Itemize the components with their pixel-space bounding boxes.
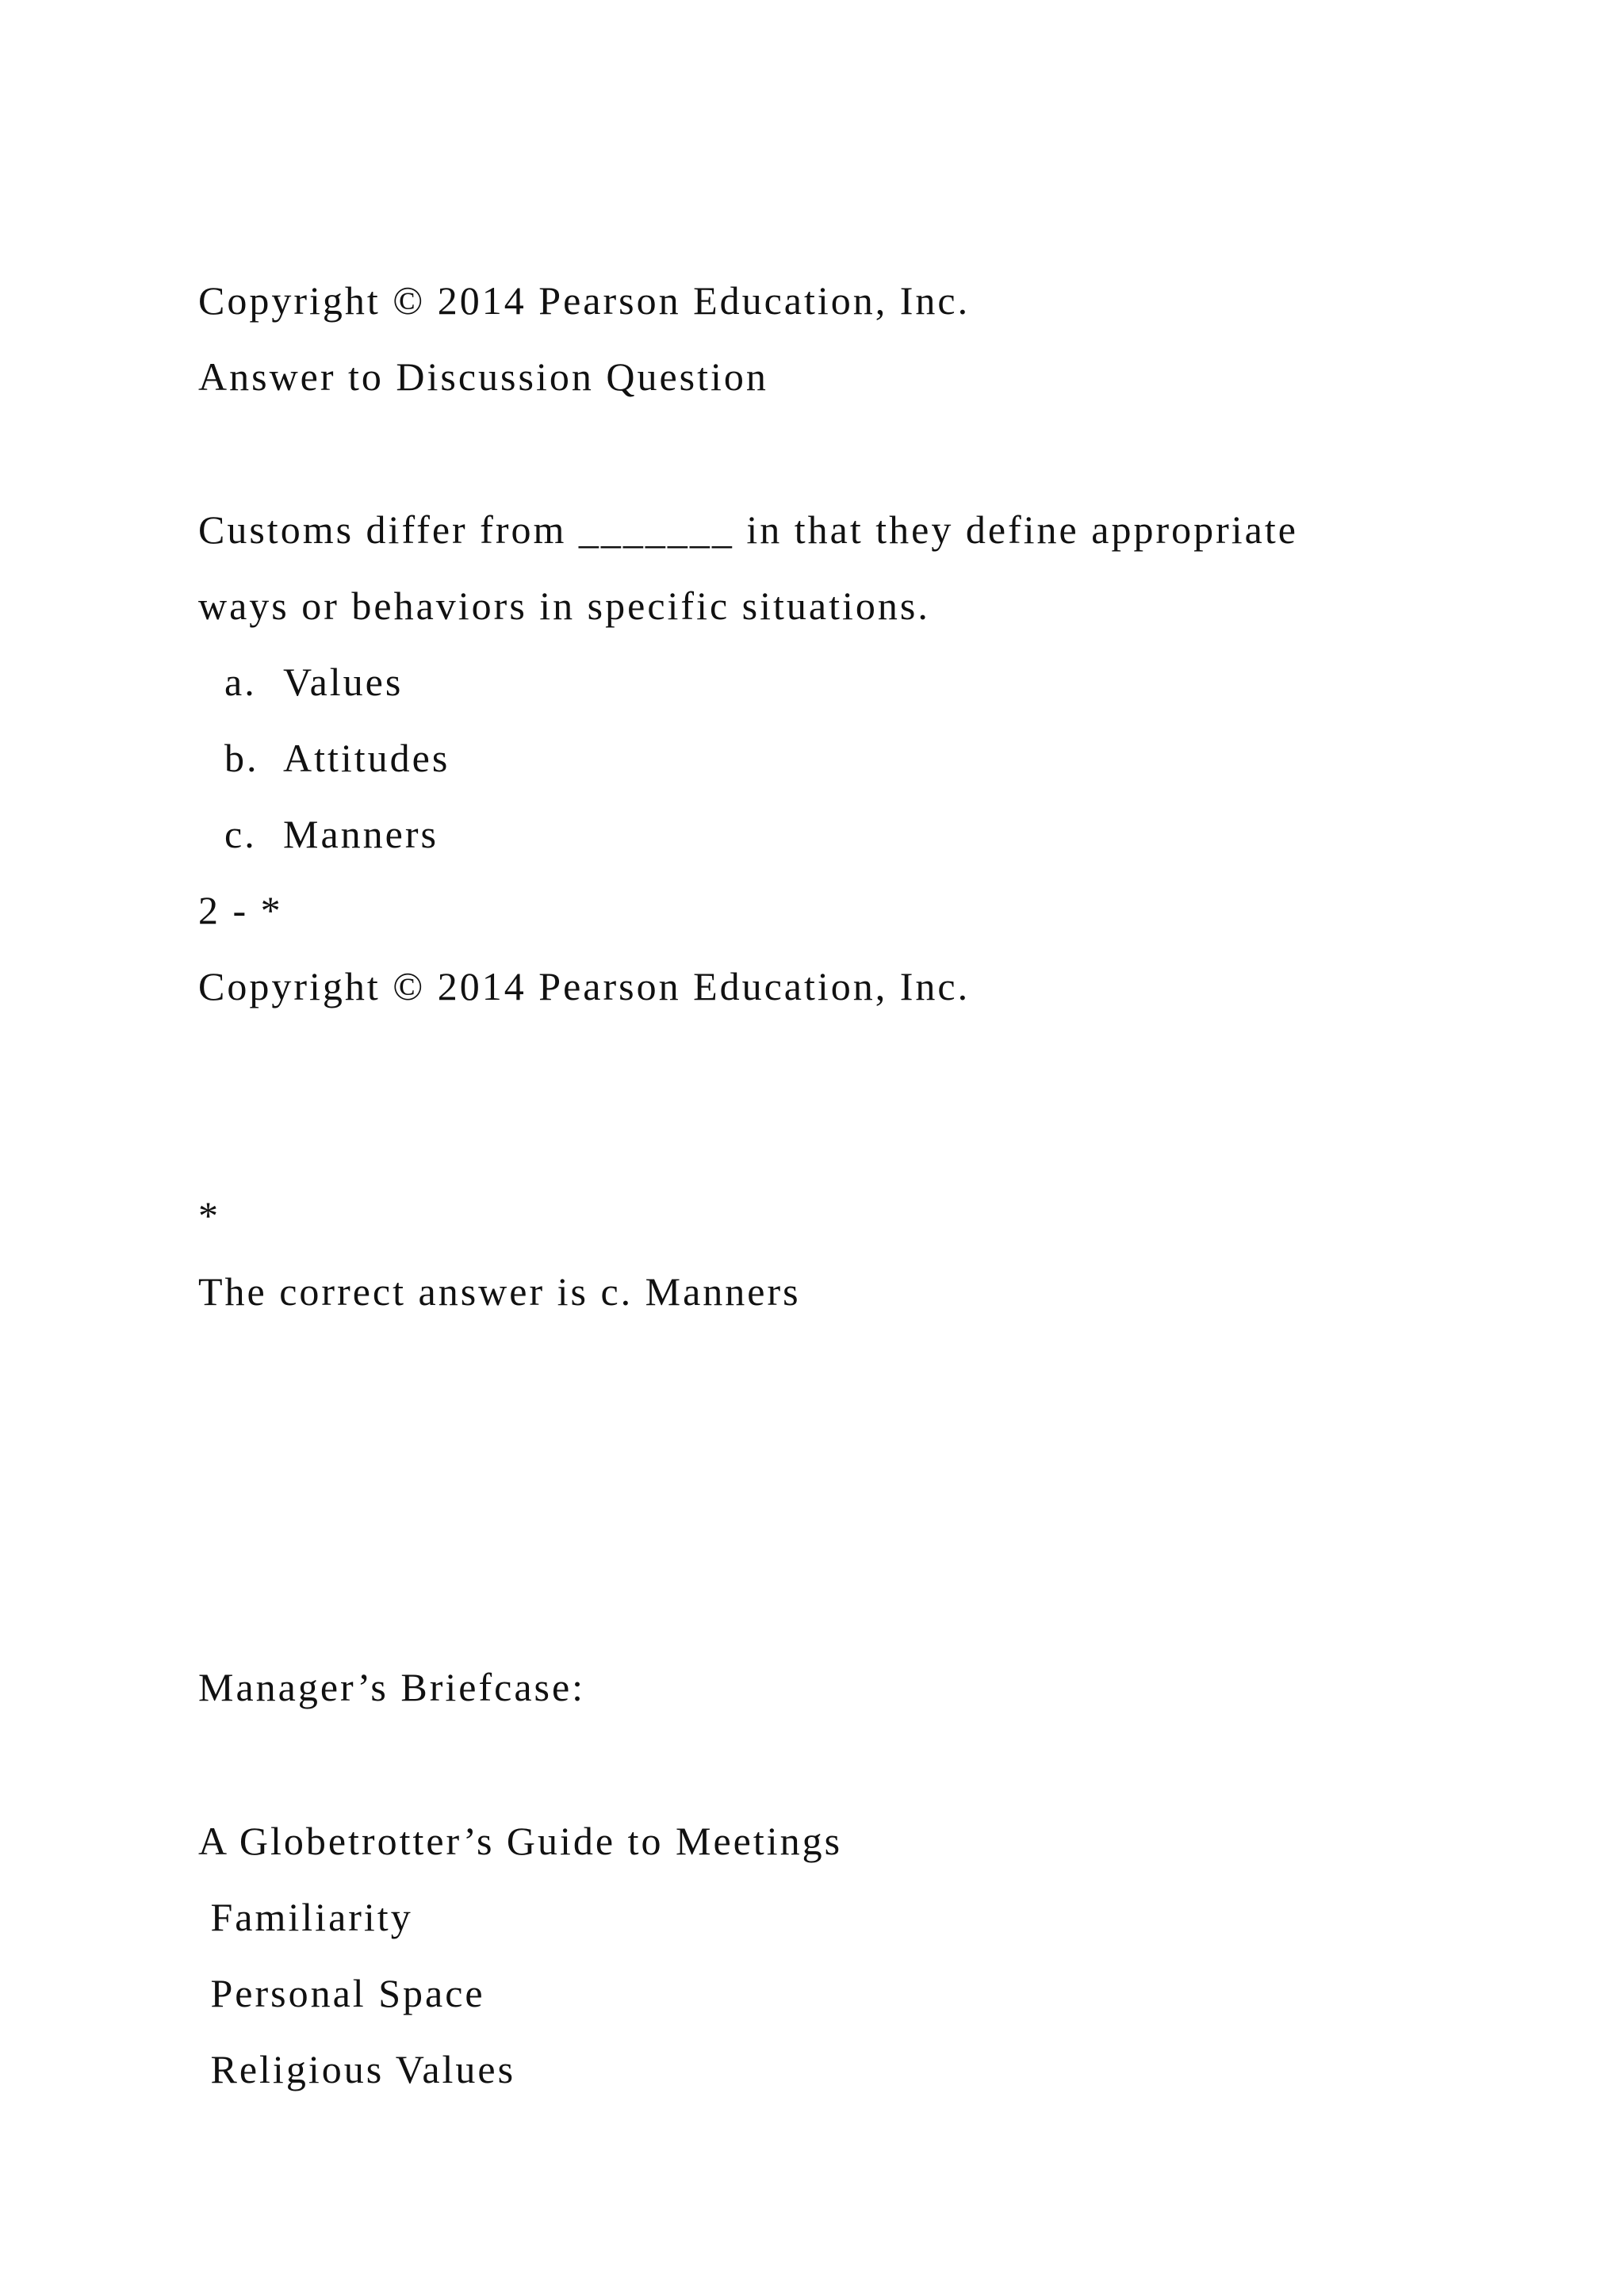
slide-title: Answer to Discussion Question bbox=[198, 354, 768, 399]
question-line-2: ways or behaviors in specific situations. bbox=[198, 584, 930, 628]
option-text: Manners bbox=[283, 812, 439, 856]
question-line-1: Customs differ from _______ in that they define appropriate bbox=[198, 507, 1298, 552]
copyright-footer: Copyright © 2014 Pearson Education, Inc. bbox=[198, 964, 971, 1008]
option-a bbox=[224, 658, 403, 706]
briefcase-item-personal-space: Personal Space bbox=[198, 1971, 485, 2015]
briefcase-item-religious-values: Religious Values bbox=[198, 2047, 516, 2091]
option-text: Attitudes bbox=[283, 736, 450, 780]
option-b bbox=[224, 734, 450, 782]
correct-answer: The correct answer is c. Manners bbox=[198, 1269, 801, 1314]
option-marker: c. bbox=[224, 812, 257, 856]
option-marker: a. bbox=[224, 660, 257, 704]
briefcase-subtitle: A Globetrotter’s Guide to Meetings bbox=[198, 1819, 843, 1863]
option-marker: b. bbox=[224, 736, 259, 780]
copyright-header: Copyright © 2014 Pearson Education, Inc. bbox=[198, 278, 971, 323]
option-text: Values bbox=[283, 660, 404, 704]
note-asterisk: * bbox=[198, 1193, 220, 1238]
briefcase-title: Manager’s Briefcase: bbox=[198, 1665, 586, 1709]
briefcase-item-familiarity: Familiarity bbox=[198, 1895, 413, 1939]
option-c bbox=[224, 810, 439, 858]
slide-number: 2 - * bbox=[198, 888, 283, 932]
